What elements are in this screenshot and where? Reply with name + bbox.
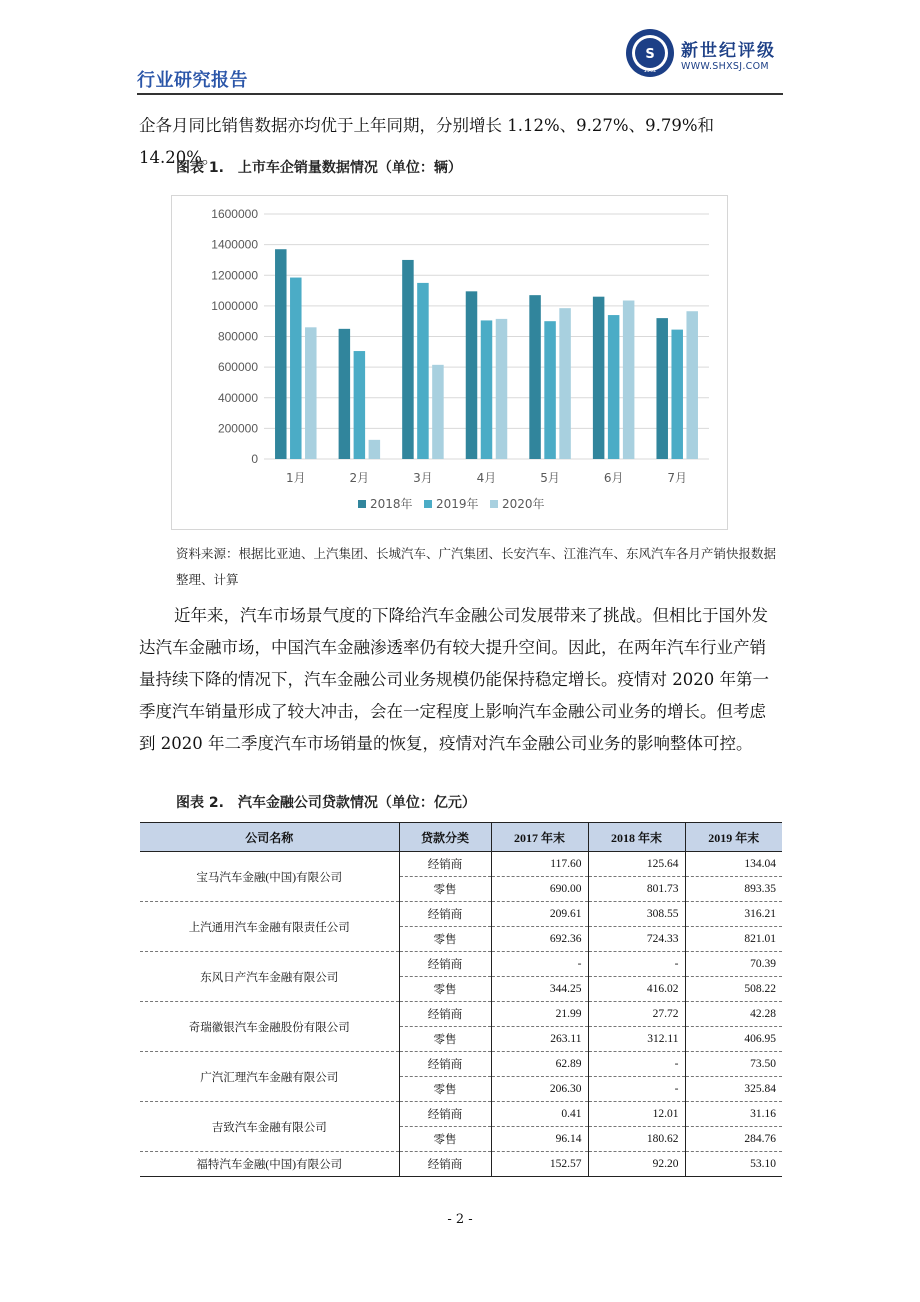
- value-2019-cell: 508.22: [685, 977, 782, 1002]
- y-tick-label: 400000: [217, 390, 258, 405]
- type-cell: 零售: [399, 977, 491, 1002]
- bar-2020年-1月: [305, 327, 317, 459]
- bar-2020年-3月: [432, 365, 444, 459]
- bar-2020年-7月: [686, 311, 698, 459]
- value-2018-cell: 12.01: [588, 1102, 685, 1127]
- company-cell: 宝马汽车金融(中国)有限公司: [140, 852, 399, 902]
- col-header-2019: 2019 年末: [685, 823, 782, 852]
- bar-2019年-7月: [671, 330, 683, 459]
- company-logo: [625, 28, 785, 84]
- value-2018-cell: 27.72: [588, 1002, 685, 1027]
- type-cell: 经销商: [399, 952, 491, 977]
- value-2018-cell: 92.20: [588, 1152, 685, 1177]
- bar-2019年-2月: [354, 351, 366, 459]
- logo-emblem-icon: [625, 28, 675, 78]
- legend-label: 2018年: [370, 497, 413, 511]
- value-2019-cell: 134.04: [685, 852, 782, 877]
- value-2017-cell: 21.99: [491, 1002, 588, 1027]
- logo-url: WWW.SHXSJ.COM: [681, 61, 769, 72]
- company-cell: 东风日产汽车金融有限公司: [140, 952, 399, 1002]
- figure2-caption: 图表 2. 汽车金融公司贷款情况（单位：亿元）: [176, 795, 476, 811]
- type-cell: 经销商: [399, 1052, 491, 1077]
- type-cell: 零售: [399, 1127, 491, 1152]
- intro-paragraph: 企各月同比销售数据亦均优于上年同期，分别增长 1.12%、9.27%、9.79%和 14.20%。: [139, 116, 714, 167]
- logo-year: 1992: [643, 68, 657, 74]
- bar-2020年-2月: [369, 440, 381, 459]
- value-2018-cell: 801.73: [588, 877, 685, 902]
- y-tick-label: 1400000: [211, 237, 258, 252]
- value-2017-cell: 263.11: [491, 1027, 588, 1052]
- loan-table: [140, 822, 782, 1177]
- type-cell: 零售: [399, 877, 491, 902]
- legend-label: 2019年: [436, 497, 479, 511]
- value-2017-cell: 117.60: [491, 852, 588, 877]
- company-cell: 吉致汽车金融有限公司: [140, 1102, 399, 1152]
- value-2017-cell: 206.30: [491, 1077, 588, 1102]
- value-2017-cell: 96.14: [491, 1127, 588, 1152]
- y-tick-label: 800000: [217, 329, 258, 344]
- col-header-type: 贷款分类: [399, 823, 491, 852]
- bar-2019年-6月: [608, 315, 620, 459]
- x-tick-label: 2月: [349, 471, 370, 485]
- legend-swatch-2018年: [358, 500, 366, 508]
- bar-2019年-5月: [544, 321, 556, 459]
- type-cell: 零售: [399, 927, 491, 952]
- bar-2018年-7月: [656, 318, 668, 459]
- x-tick-label: 1月: [285, 471, 306, 485]
- value-2017-cell: 692.36: [491, 927, 588, 952]
- bar-2020年-4月: [496, 319, 508, 459]
- bar-2020年-5月: [559, 308, 571, 459]
- value-2018-cell: 125.64: [588, 852, 685, 877]
- table-header-row: [140, 823, 782, 852]
- value-2018-cell: 312.11: [588, 1027, 685, 1052]
- header-divider: [137, 93, 783, 95]
- col-header-company: 公司名称: [140, 823, 399, 852]
- type-cell: 经销商: [399, 1002, 491, 1027]
- table-row: [140, 852, 782, 877]
- source-note: 资料来源：根据比亚迪、上汽集团、长城汽车、广汽集团、长安汽车、江淮汽车、东风汽车各月产销快报数据整理、计算: [176, 546, 777, 587]
- svg-text:S: S: [645, 47, 655, 62]
- legend-swatch-2020年: [490, 500, 498, 508]
- value-2019-cell: 42.28: [685, 1002, 782, 1027]
- bar-2018年-5月: [529, 295, 541, 459]
- value-2018-cell: 180.62: [588, 1127, 685, 1152]
- value-2017-cell: -: [491, 952, 588, 977]
- value-2019-cell: 73.50: [685, 1052, 782, 1077]
- x-tick-label: 3月: [413, 471, 433, 485]
- value-2019-cell: 70.39: [685, 952, 782, 977]
- table-row: [140, 1102, 782, 1127]
- type-cell: 零售: [399, 1027, 491, 1052]
- value-2019-cell: 284.76: [685, 1127, 782, 1152]
- value-2018-cell: 724.33: [588, 927, 685, 952]
- value-2018-cell: -: [588, 1077, 685, 1102]
- type-cell: 经销商: [399, 852, 491, 877]
- col-header-2017: 2017 年末: [491, 823, 588, 852]
- legend-swatch-2019年: [424, 500, 432, 508]
- page-number: - 2 -: [447, 1212, 473, 1227]
- value-2017-cell: 0.41: [491, 1102, 588, 1127]
- company-cell: 奇瑞徽银汽车金融股份有限公司: [140, 1002, 399, 1052]
- col-header-2018: 2018 年末: [588, 823, 685, 852]
- value-2017-cell: 690.00: [491, 877, 588, 902]
- value-2019-cell: 316.21: [685, 902, 782, 927]
- value-2018-cell: -: [588, 1052, 685, 1077]
- type-cell: 经销商: [399, 1102, 491, 1127]
- y-tick-label: 1200000: [211, 268, 258, 283]
- value-2017-cell: 152.57: [491, 1152, 588, 1177]
- type-cell: 经销商: [399, 902, 491, 927]
- bar-2018年-4月: [466, 291, 478, 459]
- value-2018-cell: 308.55: [588, 902, 685, 927]
- table-row: [140, 952, 782, 977]
- report-header-title: 行业研究报告: [137, 70, 248, 91]
- type-cell: 零售: [399, 1077, 491, 1102]
- value-2018-cell: -: [588, 952, 685, 977]
- value-2019-cell: 325.84: [685, 1077, 782, 1102]
- figure1-caption: 图表 1. 上市车企销量数据情况（单位：辆）: [176, 160, 462, 176]
- y-tick-label: 0: [251, 452, 258, 466]
- value-2019-cell: 821.01: [685, 927, 782, 952]
- bar-2018年-2月: [339, 329, 351, 459]
- sales-bar-chart: [172, 196, 727, 529]
- table-row: [140, 1152, 782, 1177]
- x-tick-label: 4月: [476, 471, 497, 485]
- y-tick-label: 1000000: [211, 298, 258, 313]
- company-cell: 上汽通用汽车金融有限责任公司: [140, 902, 399, 952]
- y-tick-label: 200000: [217, 421, 258, 436]
- value-2019-cell: 31.16: [685, 1102, 782, 1127]
- value-2017-cell: 209.61: [491, 902, 588, 927]
- table-row: [140, 902, 782, 927]
- bar-2018年-1月: [275, 249, 287, 459]
- x-tick-label: 7月: [667, 471, 688, 485]
- sales-chart-frame: [171, 195, 728, 530]
- bar-2019年-4月: [481, 320, 493, 459]
- type-cell: 经销商: [399, 1152, 491, 1177]
- legend-label: 2020年: [502, 497, 545, 511]
- company-cell: 福特汽车金融(中国)有限公司: [140, 1152, 399, 1177]
- y-tick-label: 1600000: [211, 207, 258, 221]
- value-2018-cell: 416.02: [588, 977, 685, 1002]
- table-row: [140, 1052, 782, 1077]
- value-2019-cell: 893.35: [685, 877, 782, 902]
- value-2017-cell: 344.25: [491, 977, 588, 1002]
- logo-brand-name: 新世纪评级: [681, 41, 776, 61]
- bar-2018年-3月: [402, 260, 414, 459]
- y-tick-label: 600000: [217, 360, 258, 375]
- x-tick-label: 6月: [603, 471, 624, 485]
- value-2017-cell: 62.89: [491, 1052, 588, 1077]
- analysis-paragraph: 近年来，汽车市场景气度的下降给汽车金融公司发展带来了挑战。但相比于国外发达汽车金融市场，中国汽车金融渗透率仍有较大提升空间。因此，在两年汽车行业产销量持续下降的情况下，汽车金融公司业务规模仍能保持稳定增长。疫情对 2020 年第一季度汽车销量形成了较大冲击，会在一定程度上影响汽车金融公司业务的增长。但考虑到 2020 年二季度汽车市场销量的恢复，疫情对汽车金融公司业务的影响整体可控。: [139, 606, 769, 753]
- bar-2019年-1月: [290, 278, 302, 459]
- value-2019-cell: 53.10: [685, 1152, 782, 1177]
- bar-2020年-6月: [623, 301, 635, 459]
- x-tick-label: 5月: [540, 471, 560, 485]
- company-cell: 广汽汇理汽车金融有限公司: [140, 1052, 399, 1102]
- value-2019-cell: 406.95: [685, 1027, 782, 1052]
- table-row: [140, 1002, 782, 1027]
- bar-2018年-6月: [593, 297, 605, 459]
- bar-2019年-3月: [417, 283, 429, 459]
